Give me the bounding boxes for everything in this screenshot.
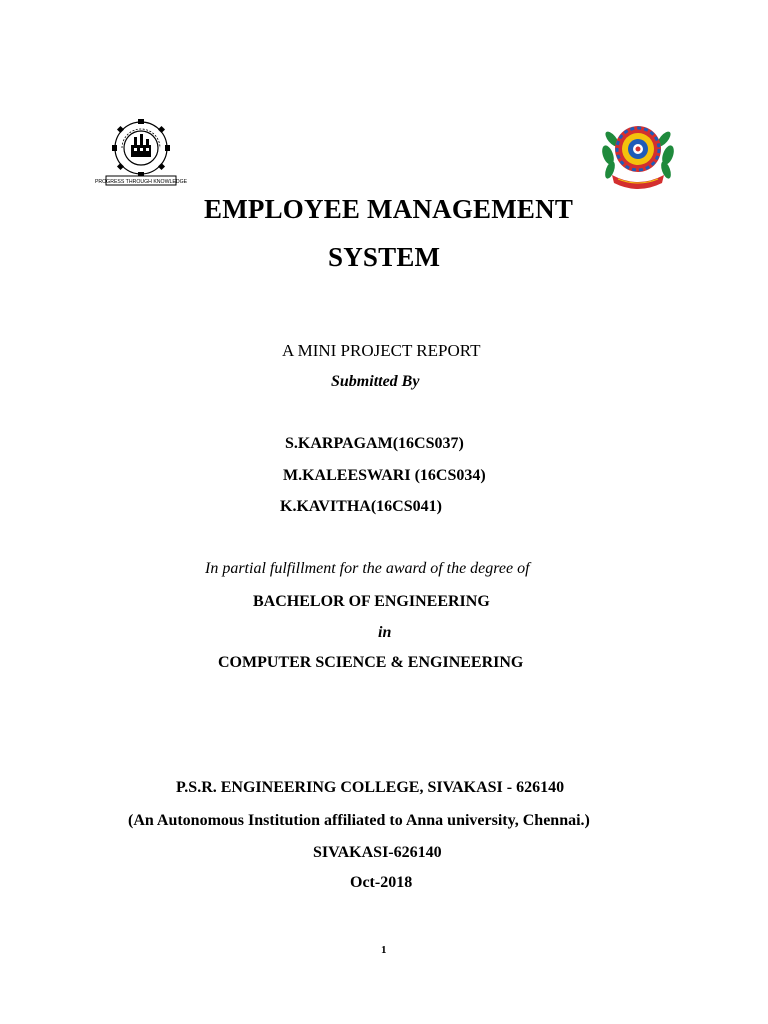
partial-fulfillment-text: In partial fulfillment for the award of the degree of — [205, 560, 530, 577]
student-name: K.KAVITHA(16CS041) — [280, 498, 442, 515]
logo-motto: PROGRESS THROUGH KNOWLEDGE — [94, 179, 188, 185]
in-connector: in — [378, 624, 392, 641]
document-title-line-2: SYSTEM — [328, 242, 441, 272]
student-name: M.KALEESWARI (16CS034) — [283, 467, 486, 484]
report-date: Oct-2018 — [350, 874, 413, 891]
college-name: P.S.R. ENGINEERING COLLEGE, SIVAKASI - 626140 — [176, 779, 565, 796]
report-type: A MINI PROJECT REPORT — [282, 341, 481, 360]
branch-name: COMPUTER SCIENCE & ENGINEERING — [218, 654, 524, 671]
anna-university-logo-icon — [94, 118, 188, 188]
document-title-line-1: EMPLOYEE MANAGEMENT — [204, 194, 574, 224]
student-name: S.KARPAGAM(16CS037) — [285, 435, 464, 452]
college-affiliation: (An Autonomous Institution affiliated to Anna university, Chennai.) — [128, 812, 590, 829]
psr-college-emblem-icon — [598, 115, 678, 191]
submitted-by-label: Submitted By — [331, 373, 420, 390]
page-number: 1 — [381, 944, 387, 956]
degree-name: BACHELOR OF ENGINEERING — [253, 593, 490, 610]
college-city: SIVAKASI-626140 — [313, 844, 442, 861]
